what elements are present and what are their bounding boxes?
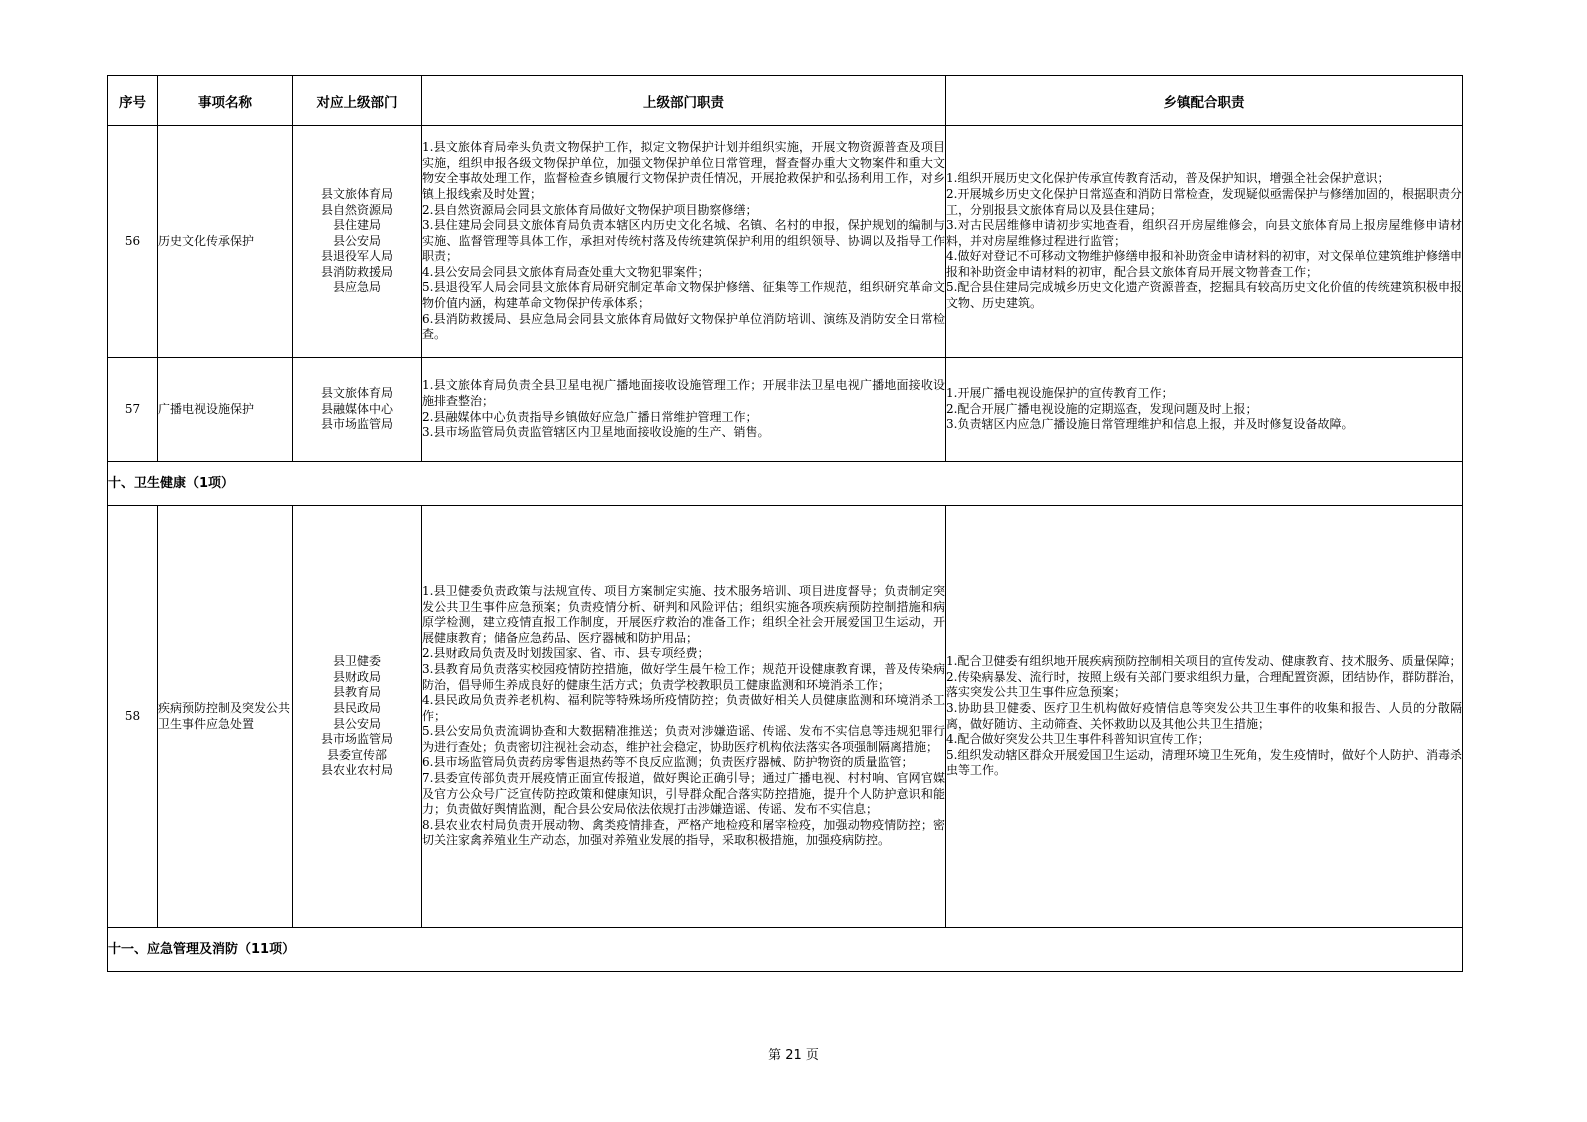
row-number: 58 [108,506,158,928]
duty-item: 5.县公安局负责流调协查和大数据精准推送；负责对涉嫌造谣、传谣、发布不实信息等违规犯罪行为进行查处；负责密切注视社会动态，维护社会稳定，协助医疗机构依法落实各项强制隔离措施； [422,724,945,754]
dept-item: 县公安局 [332,716,381,731]
town-duty-item: 1.配合卫健委有组织地开展疾病预防控制相关项目的宣传发动、健康教育、技术服务、质量保障； [946,654,1462,669]
town-duty-item: 3.协助县卫健委、医疗卫生机构做好疫情信息等突发公共卫生事件的收集和报告、人员的分散隔离，做好随访、主动筛查、关怀救助以及其他公共卫生措施； [946,700,1462,731]
row-number: 56 [108,126,158,358]
duty-item: 1.县卫健委负责政策与法规宣传、项目方案制定实施、技术服务培训、项目进度督导；负责制定突发公共卫生事件应急预案；负责疫情分析、研判和风险评估；组织实施各项疾病预防控制措施和病原学检测，建立疫情直报工作制度，开展医疗救治的准备工作；组织全社会开展爱国卫生运动，开展健康教育；储备应急药品、医疗器械和防护用品； [422,583,945,645]
town-duty-list [946,126,1463,358]
town-duty-list [946,506,1463,928]
row-number: 57 [108,358,158,462]
duty-item: 6.县消防救援局、县应急局会同县文旅体育局做好文物保护单位消防培训、演练及消防安全日常检查。 [422,311,945,342]
duty-item: 3.县住建局会同县文旅体育局负责本辖区内历史文化名城、名镇、名村的申报，保护规划的编制与实施、监督管理等具体工作，承担对传统村落及传统建筑保护利用的组织领导、协调以及指导工作职责； [422,218,945,264]
duty-item: 1.县文旅体育局负责全县卫星电视广播地面接收设施管理工作；开展非法卫星电视广播地面接收设施排查整治； [422,378,945,408]
town-duty-item: 2.开展城乡历史文化保护日常巡查和消防日常检查，发现疑似亟需保护与修缮加固的，根据职责分工，分别报县文旅体育局以及县住建局； [946,186,1462,217]
duty-item: 8.县农业农村局负责开展动物、禽类疫情排查，严格产地检疫和屠宰检疫，加强动物疫情防控；密切关注家禽养殖业生产动态，加强对养殖业发展的指导，采取积极措施，加强疫病防控。 [422,817,945,848]
section-title: 十、卫生健康（1项） [108,462,1463,506]
dept-list [293,126,422,358]
dept-item: 县消防救援局 [320,264,393,279]
duty-list [422,126,946,358]
duty-item: 2.县自然资源局会同县文旅体育局做好文物保护项目勘察修缮； [422,202,758,217]
dept-item: 县退役军人局 [320,249,393,264]
header-no: 序号 [108,76,158,126]
dept-item: 县教育局 [332,685,381,700]
duty-item: 3.县市场监管局负责监管辖区内卫星地面接收设施的生产、销售。 [422,425,770,440]
town-duty-item: 3.对古民居维修申请初步实地查看，组织召开房屋维修会，向县文旅体育局上报房屋维修申请材料，并对房屋维修过程进行监管； [946,218,1462,248]
dept-item: 县自然资源局 [320,202,393,217]
town-duty-item: 2.传染病暴发、流行时，按照上级有关部门要求组织力量，合理配置资源，团结协作，群防群治，落实突发公共卫生事件应急预案； [946,669,1462,700]
town-duty-item: 1.开展广播电视设施保护的宣传教育工作； [946,386,1174,401]
item-name: 历史文化传承保护 [158,126,293,358]
duty-item: 2.县融媒体中心负责指导乡镇做好应急广播日常维护管理工作； [422,409,758,424]
town-duty-item: 2.配合开展广播电视设施的定期巡查，发现问题及时上报； [946,401,1258,416]
town-duty-list [946,358,1463,462]
duty-item: 7.县委宣传部负责开展疫情正面宣传报道，做好舆论正确引导；通过广播电视、村村响、官网官媒及官方公众号广泛宣传防控政策和健康知识，引导群众配合落实防控措施，提升个人防护意识和能力；负责做好舆情监测，配合县公安局依法依规打击涉嫌造谣、传谣、发布不实信息； [422,771,945,817]
duty-item: 2.县财政局负责及时划拨国家、省、市、县专项经费； [422,646,710,661]
dept-list [293,358,422,462]
table-row [108,358,1463,462]
dept-item: 县市场监管局 [320,732,393,747]
item-name: 广播电视设施保护 [158,358,293,462]
town-duty-item: 3.负责辖区内应急广播设施日常管理维护和信息上报，并及时修复设备故障。 [946,417,1354,432]
header-dept: 对应上级部门 [293,76,422,126]
town-duty-item: 4.配合做好突发公共卫生事件科普知识宣传工作； [946,732,1210,747]
header-town: 乡镇配合职责 [946,76,1463,126]
dept-item: 县文旅体育局 [320,186,393,201]
table-row [108,126,1463,358]
table-row [108,506,1463,928]
dept-item: 县住建局 [332,218,381,233]
duty-table [107,75,1463,972]
duty-item: 5.县退役军人局会同县文旅体育局研究制定革命文物保护修缮、征集等工作规范，组织研究革命文物价值内涵，构建革命文物保护传承体系； [422,280,945,311]
duty-item: 3.县教育局负责落实校园疫情防控措施，做好学生晨午检工作；规范开设健康教育课，普及传染病防治，倡导师生养成良好的健康生活方式；负责学校教职员工健康监测和环境消杀工作； [422,661,945,692]
town-duty-item: 5.组织发动辖区群众开展爱国卫生运动，清理环境卫生死角，发生疫情时，做好个人防护、消毒杀虫等工作。 [946,747,1462,778]
town-duty-item: 5.配合县住建局完成城乡历史文化遗产资源普查，挖掘具有较高历史文化价值的传统建筑积极申报文物、历史建筑。 [946,280,1462,311]
duty-item: 4.县公安局会同县文旅体育局查处重大文物犯罪案件； [422,264,710,279]
dept-item: 县财政局 [332,669,381,684]
dept-item: 县市场监管局 [320,417,393,432]
dept-item: 县文旅体育局 [320,386,393,401]
dept-item: 县公安局 [332,233,381,248]
dept-item: 县委宣传部 [326,747,387,762]
duty-item: 4.县民政局负责养老机构、福利院等特殊场所疫情防控；负责做好相关人员健康监测和环境消杀工作； [422,693,945,723]
dept-item: 县融媒体中心 [320,401,393,416]
dept-item: 县农业农村局 [320,763,393,778]
section-title: 十一、应急管理及消防（11项） [108,928,1463,972]
town-duty-item: 4.做好对登记不可移动文物维护修缮申报和补助资金申请材料的初审，对文保单位建筑维护修缮申报和补助资金申请材料的初审，配合县文旅体育局开展文物普查工作； [946,249,1462,279]
header-name: 事项名称 [158,76,293,126]
dept-list [293,506,422,928]
duty-list [422,506,946,928]
duty-item: 1.县文旅体育局牵头负责文物保护工作，拟定文物保护计划并组织实施，开展文物资源普查及项目实施，组织申报各级文物保护单位，加强文物保护单位日常管理，督查督办重大文物案件和重大文物安全事故处理工作，监督检查乡镇履行文物保护责任情况，开展抢救保护和弘扬利用工作，对乡镇上报线索及时处置； [422,140,945,201]
dept-item: 县卫健委 [332,654,381,669]
dept-item: 县民政局 [332,700,381,715]
item-name: 疾病预防控制及突发公共卫生事件应急处置 [158,506,293,928]
duty-item: 6.县市场监管局负责药房零售退热药等不良反应监测；负责医疗器械、防护物资的质量监管； [422,755,914,770]
section-row [108,462,1463,506]
duty-list [422,358,946,462]
section-row [108,928,1463,972]
table-header-row [108,76,1463,126]
header-duty: 上级部门职责 [422,76,946,126]
town-duty-item: 1.组织开展历史文化保护传承宣传教育活动，普及保护知识，增强全社会保护意识； [946,171,1390,186]
dept-item: 县应急局 [332,280,381,295]
table-body [108,126,1463,972]
page-number: 第 21 页 [768,1048,819,1063]
